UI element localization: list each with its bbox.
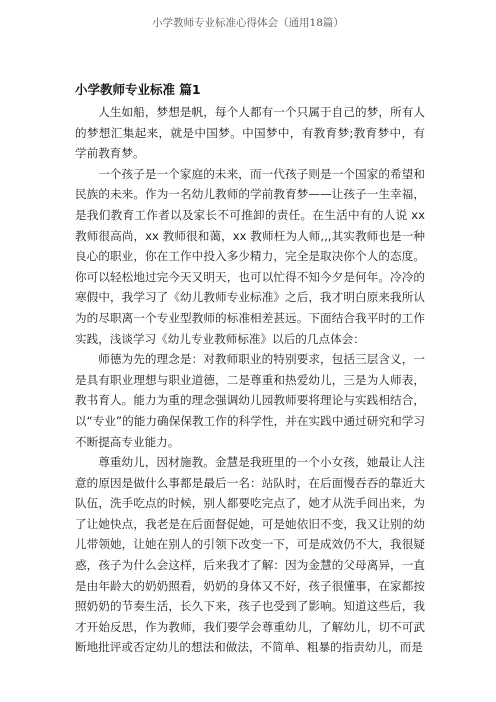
paragraph-3: 师德为先的理念是：对教师职业的特别要求，包括三层含义，一是具有职业理想与职业道德，二是尊重和热爱幼儿，三是为人师表，教书育人。能力为重的理念强调幼儿园教师要将理论与实践相结合，以“专业”的能力确保保教工作的科学性，并在实践中通过研究和学习不断提高专业能力。 <box>75 352 425 449</box>
document-header-title: 小学教师专业标准心得体会（通用18篇） <box>152 17 344 29</box>
paragraph-2: 一个孩子是一个家庭的未来，而一代孩子则是一个国家的希望和民族的未来。作为一名幼儿教师的学前教育梦——让孩子一生幸福，是我们教育工作者以及家长不可推卸的责任。在生活中有的人说 xx 教师很高尚，xx 教师很和蔼，xx 教师枉为人师,,,其实教师也是一种良心的职业，你在工作中投入多少精力，完全是取决你个人的态度。你可以轻松地过完今天又明天，也可以忙得不知今夕是何年。冷冷的寒假中，我学习了《幼儿教师专业标准》之后，我才明白原来我所认为的尽职离一个专业型教师的标准相差甚远。下面结合我平时的工作实践，浅谈学习《幼儿专业教师标准》以后的几点体会： <box>75 166 425 346</box>
paragraph-1: 人生如船，梦想是帆，每个人都有一个只属于自己的梦，所有人的梦想汇集起来，就是中国梦。中国梦中，有教育梦;教育梦中，有学前教育梦。 <box>75 105 425 161</box>
section-title: 小学教师专业标准 篇1 <box>75 82 201 97</box>
document-body <box>75 80 425 658</box>
paragraph-4: 尊重幼儿，因材施教。金慧是我班里的一个小女孩，她最让人注意的原因是做什么事都是最后一名：站队时，在后面慢吞吞的靠近大队伍，洗手吃点的时候，别人都要吃完点了，她才从洗手间出来，为了让她快点，我老是在后面督促她，可是她依旧不变，我又让别的幼儿带领她，让她在别人的引领下改变一下，可是成效仍不大，我很疑惑，孩子为什么会这样，后来我才了解：因为金慧的父母离异，一直是由年龄大的奶奶照看，奶奶的身体又不好，孩子很懂事，在家都按照奶奶的节奏生活，长久下来，孩子也受到了影响。知道这些后，我才开始反思，作为教师，我们要学会尊重幼儿，了解幼儿，切不可武断地批评或否定幼儿的想法和做法，不简单、粗暴的指责幼儿，而是 <box>75 455 425 655</box>
